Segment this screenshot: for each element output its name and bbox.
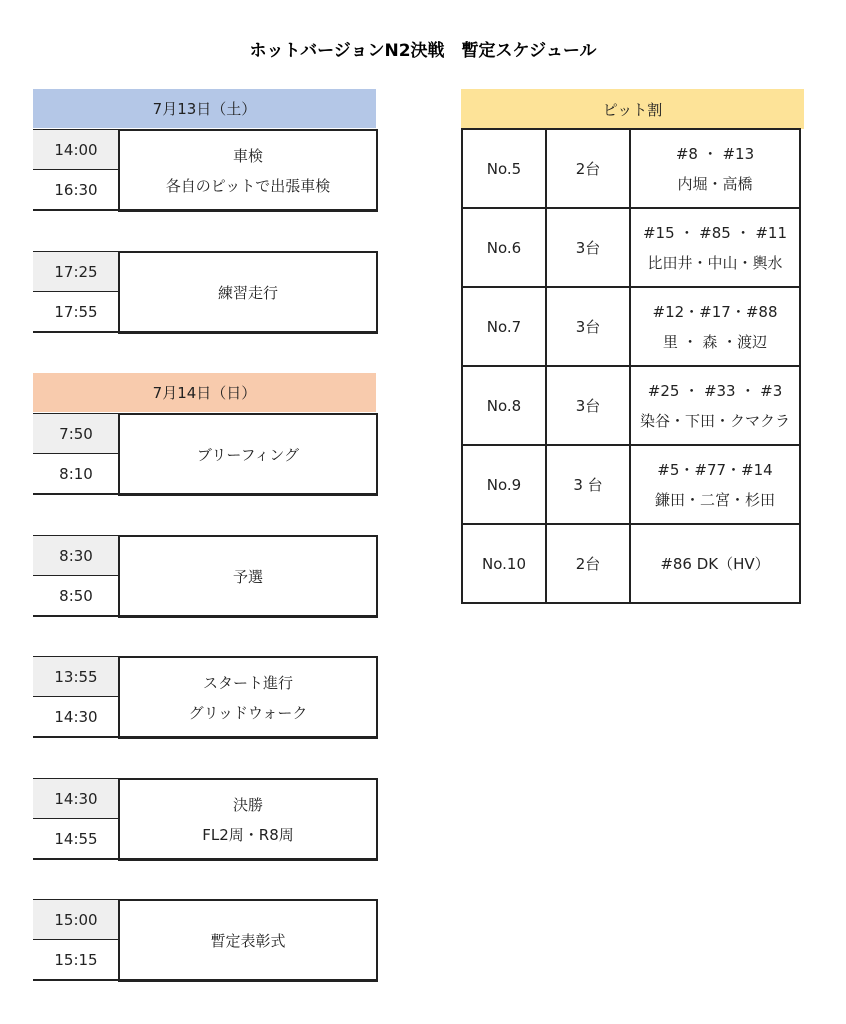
car-numbers: #12・#17・#88 [652,302,778,321]
car-entries [630,287,800,366]
schedule-block-3 [33,413,376,494]
car-entries [630,129,800,208]
event-title: 練習走行 [217,283,278,302]
driver-names: 鎌田・二宮・杉田 [654,490,775,509]
event-cell [118,129,378,212]
start-time: 14:00 [33,129,119,170]
car-numbers: #15 ・ #85 ・ #11 [642,223,788,242]
event-cell [118,656,378,739]
end-time: 16:30 [33,169,119,210]
pit-number: No.10 [462,524,546,603]
pit-allocation-header: ピット割 [461,89,804,129]
table-row [462,524,800,603]
day-header-2: 7月14日（日） [33,373,376,412]
car-entries [630,208,800,287]
start-time: 17:25 [33,251,119,292]
event-cell [118,778,378,861]
car-count: 3台 [546,366,630,445]
start-time: 13:55 [33,656,119,697]
event-title: ブリーフィング [196,445,300,464]
table-row [462,129,800,208]
schedule-block-2 [33,251,376,332]
car-count: 2台 [546,524,630,603]
event-title: 予選 [232,567,263,586]
end-time: 8:50 [33,575,119,616]
schedule-block-5 [33,656,376,737]
event-note: グリッドウォーク [188,703,308,722]
table-row [462,208,800,287]
driver-names: 比田井・中山・輿水 [647,253,783,272]
event-title: 暫定表彰式 [210,931,286,950]
car-entries [630,445,800,524]
pit-number: No.9 [462,445,546,524]
table-row [462,445,800,524]
pit-number: No.5 [462,129,546,208]
schedule-block-7 [33,899,376,980]
driver-names: 染谷・下田・クマクラ [639,411,790,430]
schedule-block-4 [33,535,376,616]
schedule-block-1 [33,129,376,210]
event-title: 決勝 [232,795,263,814]
day-header-1: 7月13日（土） [33,89,376,128]
event-cell [118,413,378,496]
end-time: 14:55 [33,818,119,859]
car-count: 2台 [546,129,630,208]
table-row [462,287,800,366]
event-title: スタート進行 [202,673,293,692]
event-cell [118,899,378,982]
driver-names: 内堀・高橋 [677,174,753,193]
pit-number: No.8 [462,366,546,445]
car-numbers: #86 DK（HV） [660,554,770,573]
car-numbers: #25 ・ #33 ・ #3 [647,381,783,400]
start-time: 7:50 [33,413,119,454]
start-time: 8:30 [33,535,119,576]
page-title: ホットバージョンN2決戦 暫定スケジュール [249,41,597,61]
table-row [462,366,800,445]
end-time: 17:55 [33,291,119,332]
pit-allocation-table [461,128,801,604]
end-time: 15:15 [33,939,119,980]
event-cell [118,251,378,334]
start-time: 14:30 [33,778,119,819]
event-note: 各自のピットで出張車検 [165,176,331,195]
car-count: 3台 [546,287,630,366]
driver-names: 里 ・ 森 ・渡辺 [662,332,768,351]
car-numbers: #5・#77・#14 [657,460,773,479]
car-entries [630,524,800,603]
pit-number: No.6 [462,208,546,287]
car-count: 3台 [546,208,630,287]
end-time: 8:10 [33,453,119,494]
pit-number: No.7 [462,287,546,366]
car-entries [630,366,800,445]
schedule-block-6 [33,778,376,859]
event-title: 車検 [232,146,263,165]
event-note: FL2周・R8周 [202,825,294,844]
car-count: 3 台 [546,445,630,524]
start-time: 15:00 [33,899,119,940]
end-time: 14:30 [33,696,119,737]
car-numbers: #8 ・ #13 [675,144,755,163]
event-cell [118,535,378,618]
